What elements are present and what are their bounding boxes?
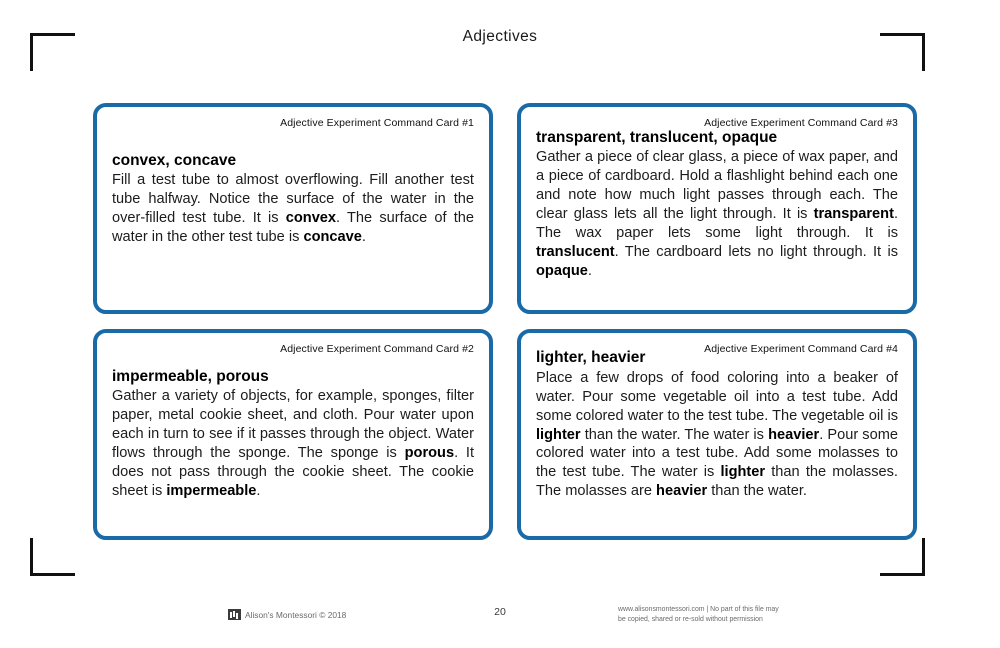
page-footer — [0, 600, 1000, 640]
card-body: Fill a test tube to almost overflowing. Fill another test tube halfway. Notice the surface of the water in the over-filled test tube. It is convex. The surface of the water in the other test tube is concave. — [112, 172, 474, 246]
card-label: Adjective Experiment Command Card #4 — [704, 343, 898, 355]
command-card — [517, 329, 917, 540]
card-heading: lighter, heavier — [536, 349, 646, 366]
rights-line-2: be copied, shared or re-sold without permission — [618, 616, 763, 623]
page-number: 20 — [494, 606, 506, 618]
card-heading: transparent, translucent, opaque — [536, 128, 778, 146]
card-body: Gather a variety of objects, for example, sponges, filter paper, metal cookie sheet, and cloth. Pour water upon each in turn to see if it passes through the object. Water flows through the sponge. The sponge is porous. It does not pass through the cookie sheet. The cookie sheet is impermeable. — [112, 388, 475, 500]
card-label: Adjective Experiment Command Card #2 — [280, 343, 474, 355]
command-card-grid — [93, 103, 917, 540]
card-label: Adjective Experiment Command Card #3 — [704, 117, 898, 129]
card-heading: impermeable, porous — [112, 367, 269, 385]
page-title: Adjectives — [462, 28, 538, 45]
footer-rights-notice — [618, 605, 818, 625]
rights-line-1: www.alisonsmontessori.com | No part of this file may — [618, 606, 779, 613]
copyright-text: Alison's Montessori © 2018 — [245, 609, 347, 620]
card-body: Place a few drops of food coloring into a beaker of water. Pour some vegetable oil into a test tube. Add some colored water to the test tube. The vegetable oil is lighter than the water. The water is heavier. Pour some colored water into a test tube. Add some molasses to the test tube. The water is lighter than the molasses. The molasses are heavier than the water. — [536, 369, 898, 500]
card-label: Adjective Experiment Command Card #1 — [280, 117, 474, 129]
card-body: Gather a piece of clear glass, a piece of wax paper, and a piece of cardboard. Hold a flashlight behind each one and note how much light passes through each. The clear glass lets all the light through. It is transparent. The wax paper lets some light through. It is translucent. The cardboard lets no light through. It is opaque. — [536, 149, 898, 279]
card-heading: convex, concave — [112, 151, 237, 169]
command-card — [517, 103, 917, 314]
command-card — [93, 329, 493, 540]
command-card — [93, 103, 493, 314]
